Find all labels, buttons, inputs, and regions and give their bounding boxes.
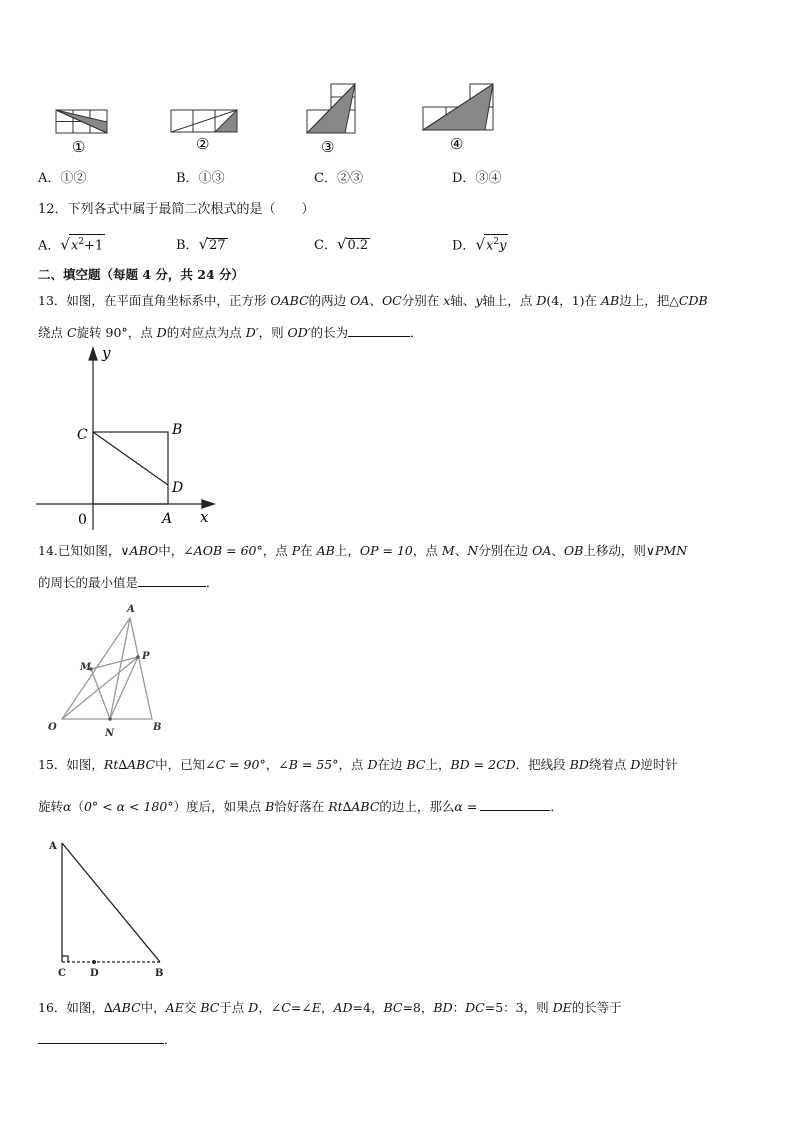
q11-option-c: C．②③: [314, 171, 363, 186]
q12-option-d: D．$√x^2y$: [452, 235, 507, 254]
label-b: B: [153, 722, 162, 733]
q13-answer-blank: [348, 324, 410, 337]
label-m: M: [80, 662, 92, 673]
q11-option-d: D．③④: [452, 171, 502, 186]
q16-line2: ．: [38, 1030, 177, 1048]
section-heading: 二、填空题（每题 4 分，共 24 分）: [38, 267, 245, 282]
y-axis-arrow: [89, 348, 97, 360]
label-a: A: [127, 604, 135, 615]
q13-line2: 绕点 C旋转 90°，点 D的对应点为点 D′，则 OD′的长为 ．: [38, 325, 423, 340]
label-c: C: [58, 968, 66, 979]
label-a: A: [162, 511, 173, 527]
q12-option-b: B．√27: [176, 235, 226, 253]
label-y: y: [102, 344, 111, 362]
q13-line1: 13．如图，在平面直角坐标系中，正方形 OABC的两边 OA、OC分别在 x轴、y轴上，点 D(4，1)在 AB边上，把△CDB: [38, 293, 708, 308]
segment-mn: [91, 669, 110, 719]
label-a: A: [49, 841, 57, 852]
q14-line2: 的周长的最小值是 ．: [38, 575, 219, 590]
segment-pn: [110, 657, 138, 719]
q14-figure: [40, 598, 180, 743]
square-oabc: [93, 432, 168, 504]
label-n: N: [105, 728, 115, 739]
q13-figure: [30, 340, 230, 530]
label-d: D: [172, 480, 184, 496]
q11-option-b: B．①③: [176, 171, 225, 186]
q11-figures: [0, 0, 794, 160]
point-d: [92, 960, 96, 964]
q15-answer-blank: [480, 798, 550, 811]
label-c: C: [77, 427, 88, 443]
right-angle-mark: [62, 956, 68, 962]
label-o: 0: [78, 512, 87, 528]
side-ab: [62, 843, 160, 962]
segment-cd: [93, 432, 168, 485]
label-b: B: [155, 968, 164, 979]
q12-option-a: A．$√x^2+1$: [38, 235, 104, 254]
q14-answer-blank: [138, 574, 206, 587]
q16-answer-blank: [38, 1031, 164, 1044]
q12-stem: 12．下列各式中属于最简二次根式的是（ ）: [38, 202, 315, 217]
fig1-label: ①: [72, 138, 86, 156]
q16-line1: 16．如图，∆ABC中，AE交 BC于点 D，∠C=∠E，AD=4，BC=8，BD：DC=5：3，则 DE的长等于: [38, 1000, 622, 1015]
label-p: P: [142, 651, 150, 662]
x-axis-arrow: [202, 500, 214, 508]
q15-line1: 15．如图，Rt∆ABC中，已知∠C = 90°，∠B = 55°，点 D在边 BC上，BD = 2CD．把线段 BD绕着点 D逆时针: [38, 757, 678, 772]
q15-figure: [40, 835, 180, 985]
label-b: B: [172, 422, 183, 438]
q12-option-c: C．√0.2: [314, 235, 369, 253]
fig2-label: ②: [196, 135, 210, 153]
q11-option-a: A．①②: [38, 171, 87, 186]
label-o: O: [48, 722, 57, 733]
triangle-abo: [62, 618, 152, 719]
fig4-label: ④: [450, 135, 464, 153]
q14-line1: 14.已知如图，∨ABO中，∠AOB = 60°，点 P在 AB上，OP = 10，点 M、N分别在边 OA、OB上移动，则∨PMN: [38, 543, 688, 558]
label-x: x: [200, 508, 209, 526]
q15-line2: 旋转α（0° < α < 180°）度后，如果点 B恰好落在 Rt∆ABC的边上，那么α = ．: [38, 799, 563, 814]
label-d: D: [90, 968, 99, 979]
fig3-label: ③: [321, 138, 335, 156]
